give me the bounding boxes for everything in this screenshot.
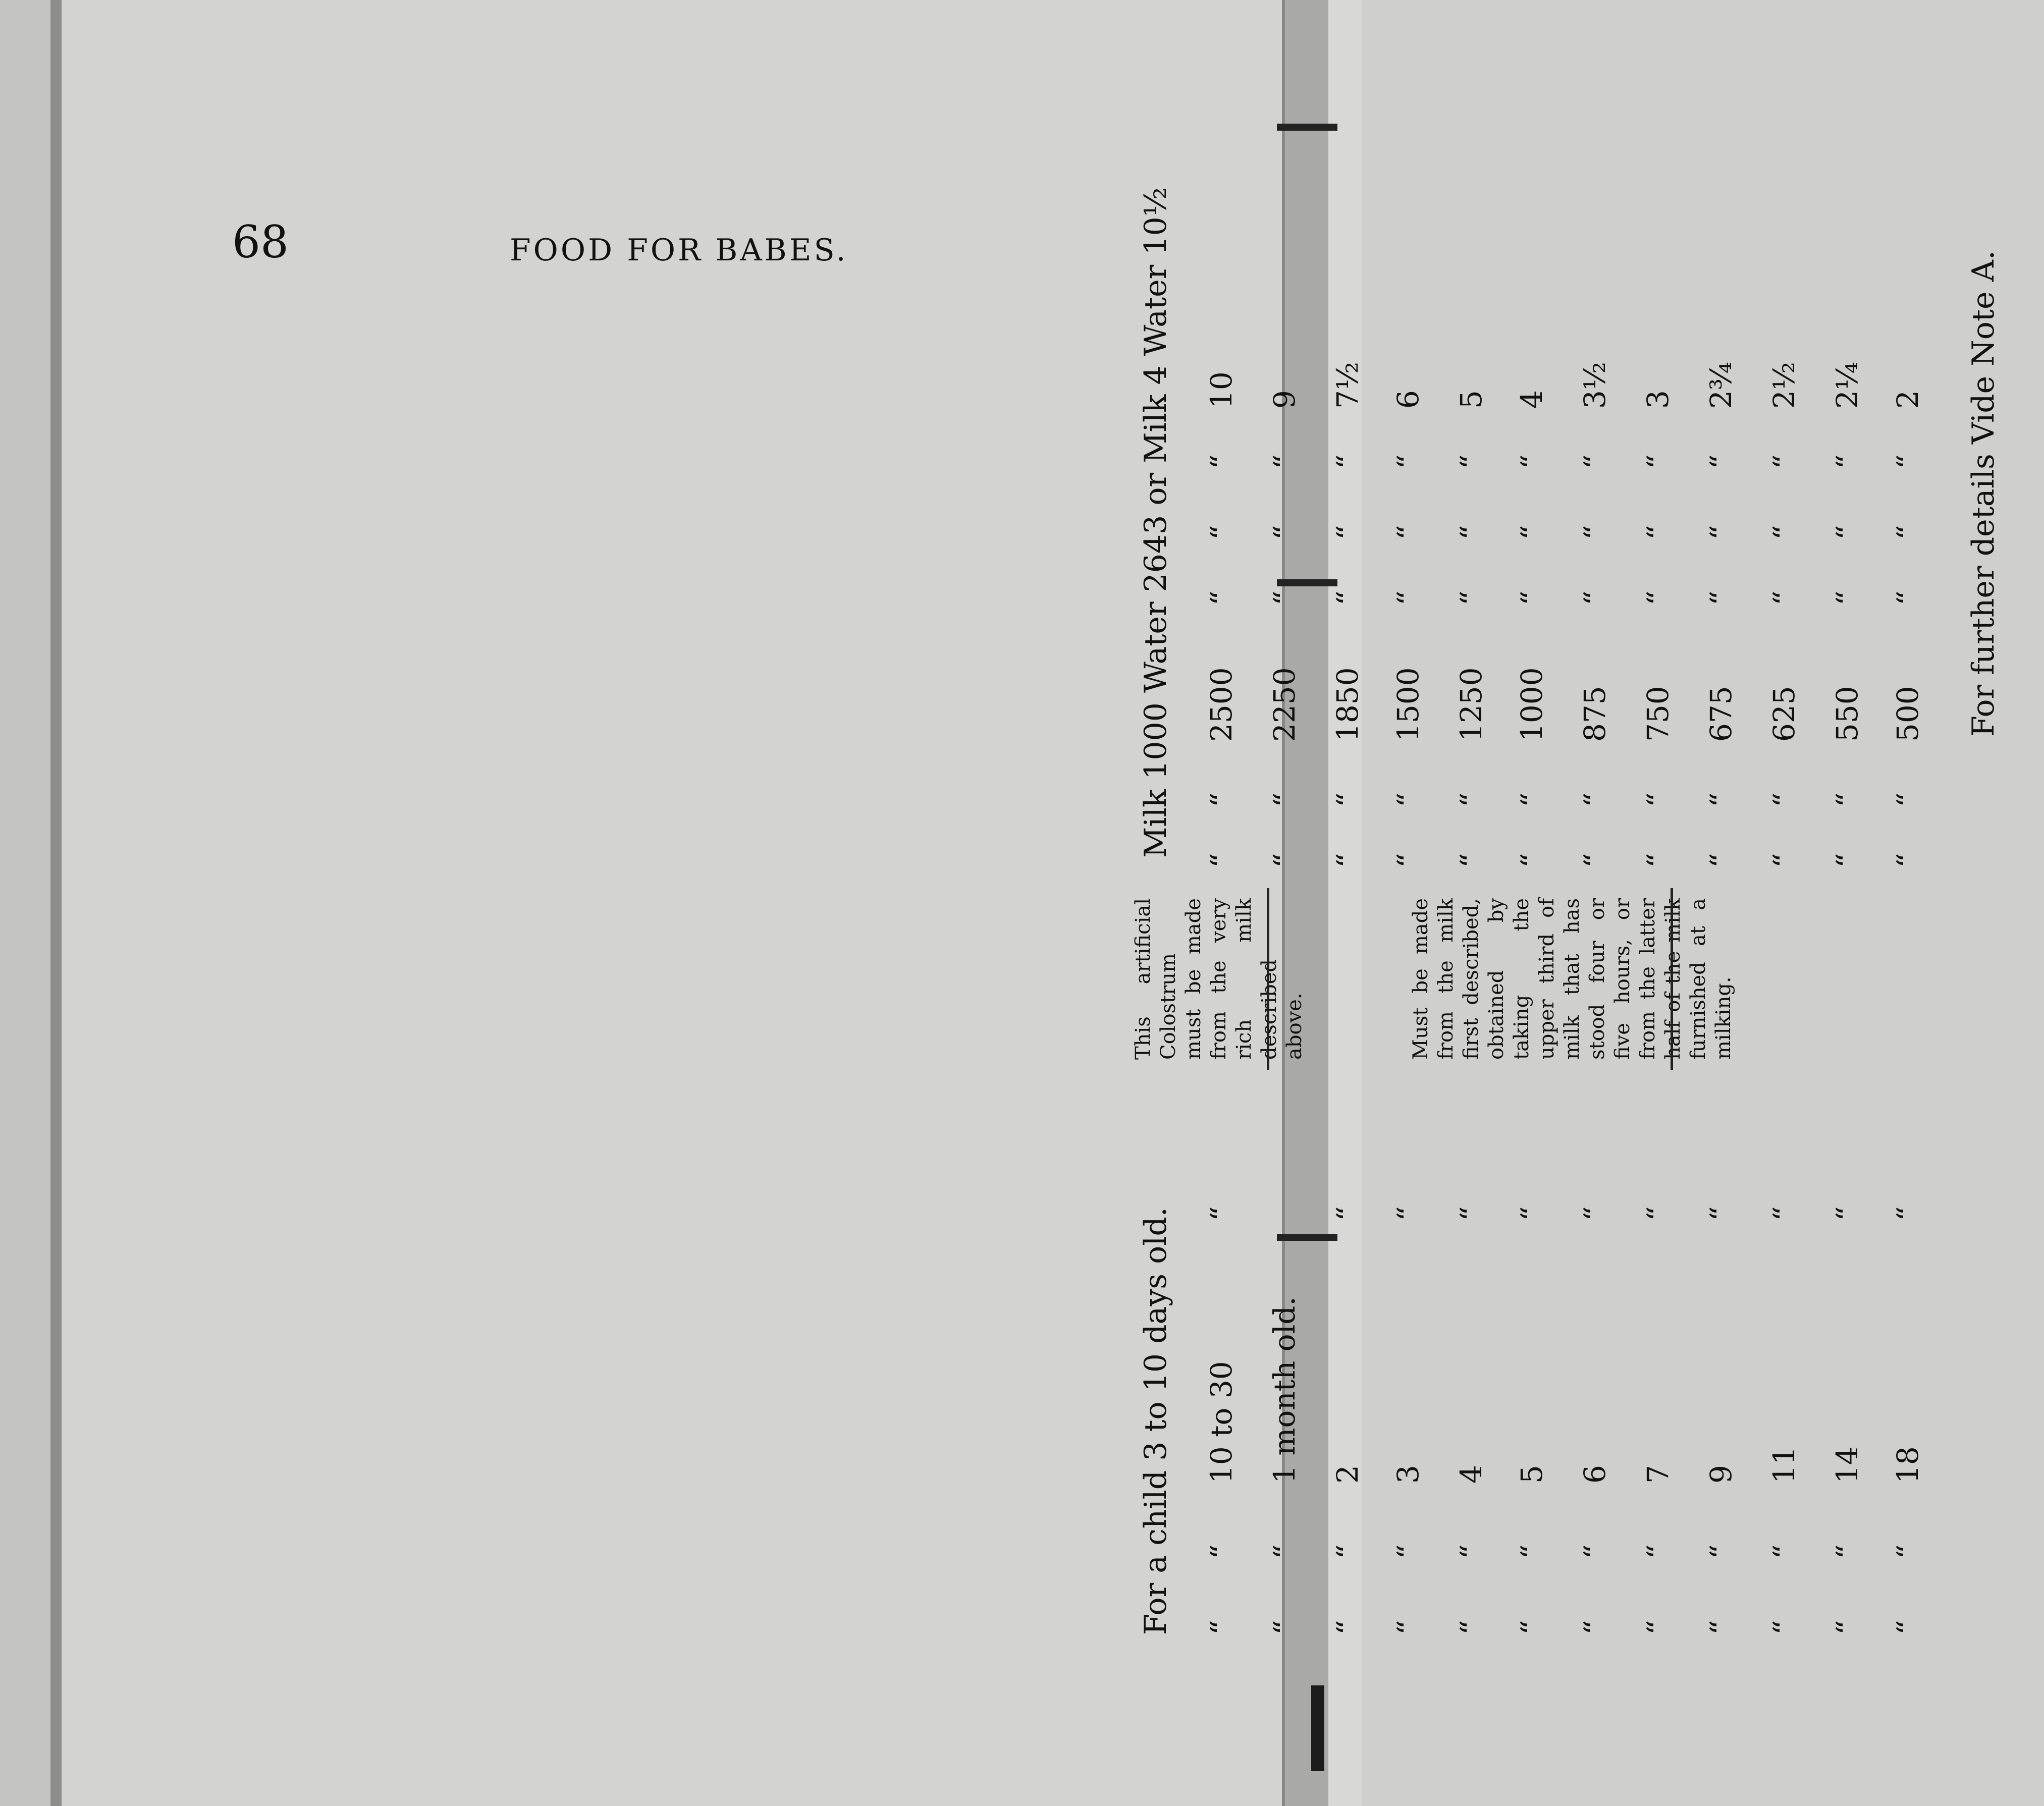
age-cell: For a child 3 to 10 days old. [1138,1207,1173,1635]
ditto-mark: “ [1330,792,1365,807]
water-cell: 625 [1767,686,1801,742]
ditto-mark: “ [1515,1206,1549,1221]
water-cell: 875 [1578,686,1612,742]
ditto-mark: “ [1515,454,1549,469]
table-row [1575,303,1640,1635]
ditto-mark: “ [1515,525,1549,540]
ditto-mark: “ [1767,1620,1801,1635]
ditto-mark: “ [1267,525,1302,540]
ditto-mark: “ [1578,590,1612,606]
ditto-mark: “ [1704,454,1738,469]
ditto-mark: “ [1330,1206,1365,1221]
ditto-mark: “ [1641,525,1675,540]
age-cell: 1 month old. [1267,1296,1302,1484]
water-cell: 675 [1704,686,1738,742]
ditto-mark: “ [1454,1206,1488,1221]
ditto-mark: “ [1891,1206,1925,1221]
ditto-mark: “ [1830,1206,1864,1221]
ditto-mark: “ [1454,1544,1488,1559]
ditto-mark: “ [1515,590,1549,606]
ditto-mark: “ [1391,1544,1425,1559]
note-colostrum: This artificial Colostrum must be made from the very rich milk described above. [1132,898,1306,1060]
ditto-mark: “ [1204,590,1239,606]
staple-mark [1277,124,1337,131]
ditto-mark: “ [1391,1620,1425,1635]
last-cell: 6 [1391,390,1425,409]
table-row [1701,303,1766,1635]
ditto-mark: “ [1454,792,1488,807]
age-cell: 18 [1891,1446,1925,1484]
table-row [1512,303,1577,1635]
ditto-mark: “ [1204,454,1239,469]
water-cell: 550 [1830,686,1864,742]
age-ditto: “ [1204,1206,1239,1221]
ditto-mark: “ [1767,525,1801,540]
ditto-mark: “ [1391,853,1425,868]
ditto-mark: “ [1704,792,1738,807]
ditto-mark: “ [1267,792,1302,807]
last-cell: 3 [1641,390,1675,409]
ditto-mark: “ [1330,1544,1365,1559]
ditto-mark: “ [1578,1544,1612,1559]
ditto-mark: “ [1830,1544,1864,1559]
ditto-mark: “ [1704,590,1738,606]
page-number: 68 [232,216,289,268]
ditto-mark: “ [1641,590,1675,606]
table-row [1388,303,1454,1635]
ditto-mark: “ [1891,525,1925,540]
formula-cell: Milk 1000 Water 2643 or Milk 4 Water 10½ [1138,187,1173,858]
ditto-mark: “ [1515,853,1549,868]
ditto-mark: “ [1578,1620,1612,1635]
ditto-mark: “ [1704,1620,1738,1635]
ditto-mark: “ [1267,454,1302,469]
ditto-mark: “ [1830,853,1864,868]
age-ditto: “ [1204,1544,1239,1559]
ditto-mark: “ [1267,590,1302,606]
feeding-table [1132,187,2044,1635]
ditto-mark: “ [1267,1620,1302,1635]
last-cell: 9 [1267,390,1302,409]
ditto-mark: “ [1391,590,1425,606]
age-cell: 4 [1454,1465,1488,1484]
ditto-mark: “ [1515,1544,1549,1559]
ditto-mark: “ [1767,454,1801,469]
table-row [1764,303,1830,1635]
ditto-mark: “ [1830,454,1864,469]
ditto-mark: “ [1454,525,1488,540]
ditto-mark: “ [1891,454,1925,469]
ditto-mark: “ [1641,1620,1675,1635]
age-cell: 9 [1704,1465,1738,1484]
ditto-mark: “ [1641,792,1675,807]
table-row [1264,303,1330,1635]
ditto-mark: “ [1830,792,1864,807]
water-cell: 1850 [1330,667,1365,742]
age-cell: 5 [1515,1465,1549,1484]
ditto-mark: “ [1391,1206,1425,1221]
ditto-mark: “ [1704,1206,1738,1221]
age-cell: 6 [1578,1465,1612,1484]
ditto-mark: “ [1454,590,1488,606]
ditto-mark: “ [1454,454,1488,469]
last-cell: 2½ [1767,361,1801,409]
ditto-mark: “ [1330,590,1365,606]
water-cell: 1500 [1391,667,1425,742]
ditto-mark: “ [1204,525,1239,540]
ditto-mark: “ [1891,792,1925,807]
ditto-mark: “ [1578,454,1612,469]
last-cell: 4 [1515,390,1549,409]
ditto-mark: “ [1891,853,1925,868]
ditto-mark: “ [1391,792,1425,807]
ditto-mark: “ [1330,525,1365,540]
ditto-mark: “ [1891,590,1925,606]
ditto-mark: “ [1578,1206,1612,1221]
further-details: For further details Vide Note A. [1966,250,2001,737]
ditto-mark: “ [1641,454,1675,469]
ditto-mark: “ [1891,1544,1925,1559]
ditto-mark: “ [1704,525,1738,540]
ditto-mark: “ [1704,853,1738,868]
ditto-mark: “ [1454,1620,1488,1635]
water-cell: 2250 [1267,667,1302,742]
water-cell: 1250 [1454,667,1488,742]
ditto-mark: “ [1767,1544,1801,1559]
ditto-mark: “ [1515,1620,1549,1635]
ditto-mark: “ [1767,792,1801,807]
ditto-mark: “ [1515,792,1549,807]
age-cell: 11 [1767,1446,1801,1484]
ditto-mark: “ [1767,590,1801,606]
running-head: FOOD FOR BABES. [510,233,848,268]
last-cell: 3½ [1578,361,1612,409]
ditto-mark: “ [1641,1544,1675,1559]
last-cell: 10 [1204,371,1239,409]
table-row [1827,303,1893,1635]
ditto-mark: “ [1578,525,1612,540]
table-row [1327,303,1393,1635]
ditto-mark: “ [1830,525,1864,540]
ditto-mark: “ [1830,1620,1864,1635]
table-row [1451,303,1517,1635]
ditto-mark: “ [1204,792,1239,807]
ditto-mark: “ [1330,454,1365,469]
last-cell: 2¼ [1830,361,1864,409]
age-cell: 10 to 30 [1204,1361,1239,1484]
ditto-mark: “ [1330,1620,1365,1635]
ditto-mark: “ [1204,1620,1239,1635]
water-cell: 500 [1891,686,1925,742]
ditto-mark: “ [1704,1544,1738,1559]
ditto-mark: “ [1391,525,1425,540]
last-cell: 7½ [1330,361,1365,409]
table-row [1638,303,1703,1635]
ditto-mark: “ [1830,590,1864,606]
last-cell: 5 [1454,390,1488,409]
ditto-mark: “ [1641,1206,1675,1221]
ditto-mark: “ [1578,853,1612,868]
ditto-mark: “ [1454,853,1488,868]
water-cell: 1000 [1515,667,1549,742]
ditto-mark: “ [1204,853,1239,868]
table-row [1888,303,1953,1635]
last-cell: 2 [1891,390,1925,409]
age-cell: 3 [1391,1465,1425,1484]
age-cell: 7 [1641,1465,1675,1484]
age-cell: 14 [1830,1446,1864,1484]
ditto-mark: “ [1391,454,1425,469]
ditto-mark: “ [1767,1206,1801,1221]
last-cell: 2¾ [1704,361,1738,409]
ditto-mark: “ [1330,853,1365,868]
age-cell: 2 [1330,1465,1365,1484]
ink-blotch [1311,1685,1324,1771]
ditto-mark: “ [1267,1544,1302,1559]
ditto-mark: “ [1891,1620,1925,1635]
ditto-mark: “ [1767,853,1801,868]
ditto-mark: “ [1267,853,1302,868]
ditto-mark: “ [1578,792,1612,807]
ditto-mark: “ [1641,853,1675,868]
water-cell: 750 [1641,686,1675,742]
water-cell: 2500 [1204,667,1239,742]
note-milk: Must be made from the milk first described, obtained by taking the upper third of milk that has stood four or five hours, or from the latter half of the milk furnished at a milking. [1409,898,1735,1060]
